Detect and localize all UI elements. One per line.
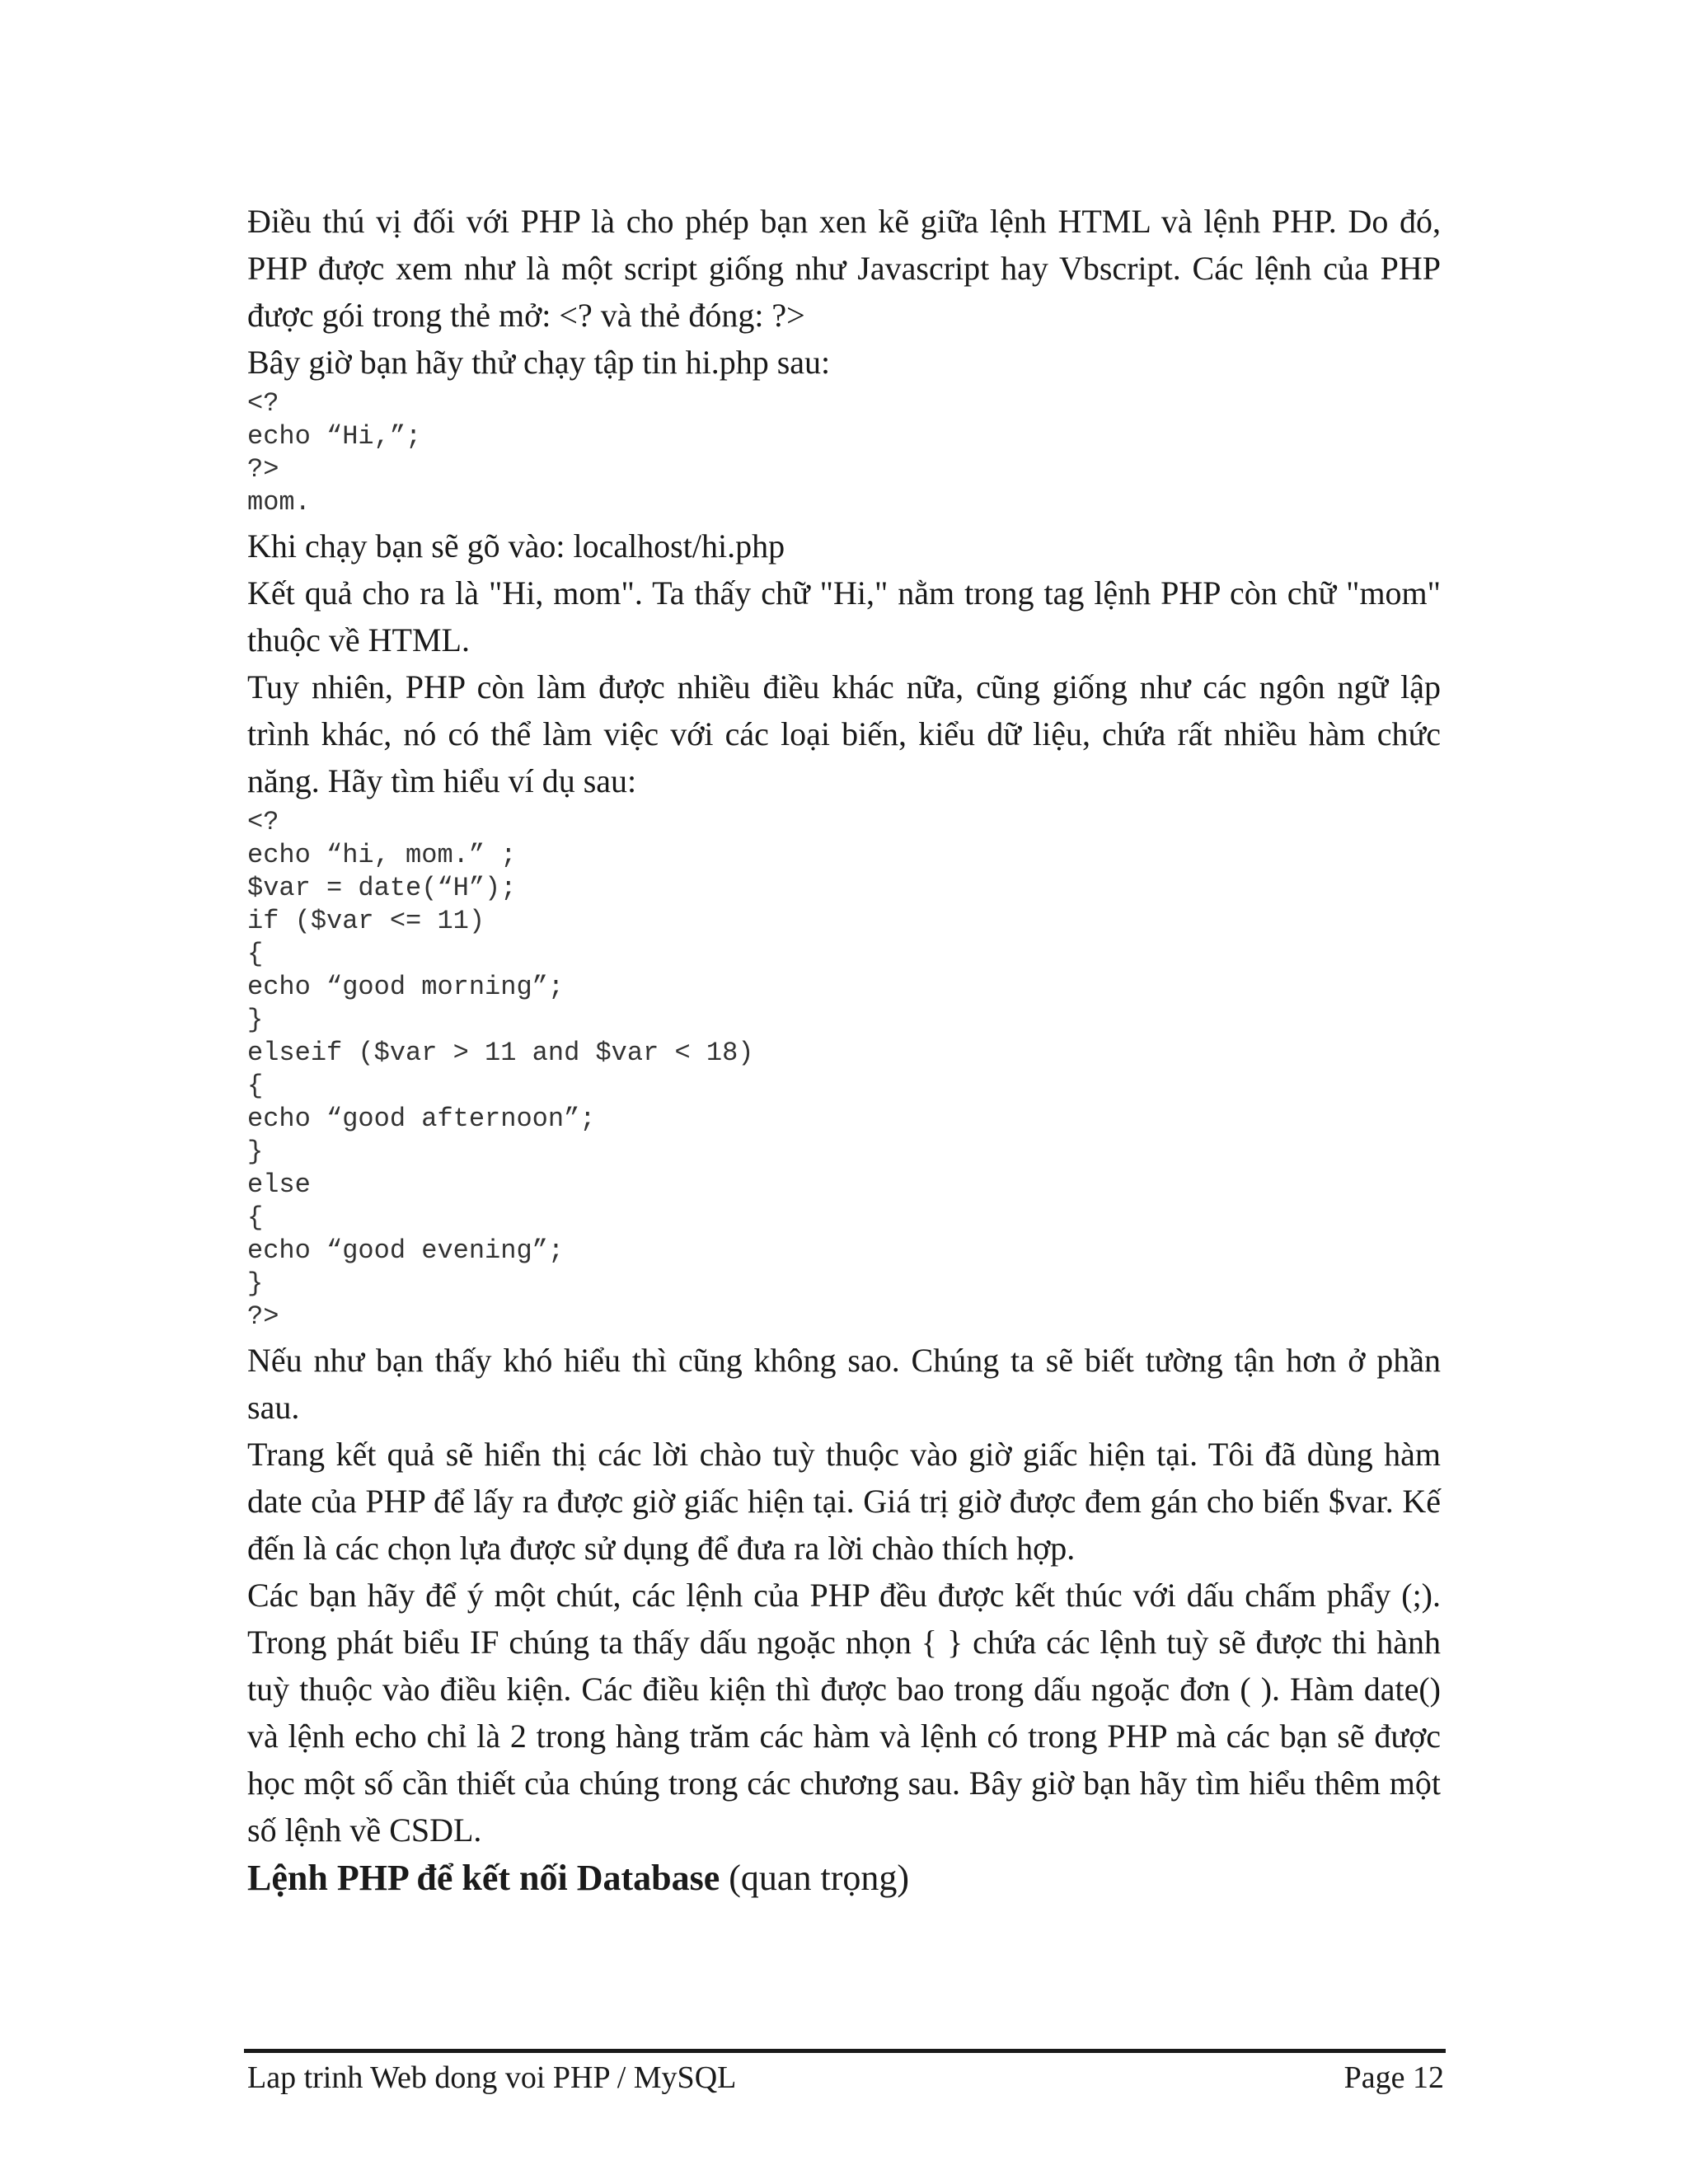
- code-line: else: [247, 1169, 311, 1200]
- code-line: echo “good morning”;: [247, 972, 565, 1002]
- code-line: $var = date(“H”);: [247, 873, 517, 903]
- code-line: echo “good afternoon”;: [247, 1104, 596, 1134]
- code-line: {: [247, 1071, 264, 1101]
- paragraph-explain-date: Trang kết quả sẽ hiển thị các lời chào tuỳ thuộc vào giờ giấc hiện tại. Tôi đã dùng hàm date của PHP để lấy ra được giờ giấc hiện tại. Giá trị giờ được đem gán cho biến $var. Kế đến là các chọn lựa được sử dụng để đưa ra lời chào thích hợp.: [247, 1436, 1441, 1567]
- section-heading-bold: Lệnh PHP để kết nối Database: [247, 1858, 720, 1898]
- section-heading: [247, 1854, 1441, 1903]
- code-block-greeting: [247, 806, 1441, 1333]
- code-line: <?: [247, 807, 279, 837]
- code-block-hi: [247, 387, 1441, 519]
- code-line: echo “Hi,”;: [247, 421, 422, 452]
- section-heading-note: (quan trọng): [720, 1858, 909, 1898]
- code-line: {: [247, 939, 264, 969]
- footer-divider: [244, 2049, 1446, 2053]
- page-number: Page 12: [1343, 2060, 1444, 2095]
- paragraph-more: Tuy nhiên, PHP còn làm được nhiều điều khác nữa, cũng giống như các ngôn ngữ lập trình khác, nó có thể làm việc với các loại biến, kiểu dữ liệu, chứa rất nhiều hàm chức năng. Hãy tìm hiểu ví dụ sau:: [247, 668, 1441, 799]
- code-line: echo “good evening”;: [247, 1235, 565, 1266]
- paragraph-result: Kết quả cho ra là "Hi, mom". Ta thấy chữ "Hi," nằm trong tag lệnh PHP còn chữ "mom" thuộc về HTML.: [247, 574, 1441, 658]
- code-line: ?>: [247, 454, 279, 485]
- paragraph-intro: Điều thú vị đối với PHP là cho phép bạn xen kẽ giữa lệnh HTML và lệnh PHP. Do đó, PHP được xem như là một script giống như Javascript hay Vbscript. Các lệnh của PHP được gói trong thẻ mở: <? và thẻ đóng: ?>: [247, 203, 1441, 334]
- paragraph-semicolon: Các bạn hãy để ý một chút, các lệnh của PHP đều được kết thúc với dấu chấm phẩy (;). Trong phát biểu IF chúng ta thấy dấu ngoặc nhọn { } chứa các lệnh tuỳ sẽ được thi hành tuỳ thuộc vào điều kiện. Các điều kiện thì được bao trong dấu ngoặc đơn ( ). Hàm date() và lệnh echo chỉ là 2 trong hàng trăm các hàm và lệnh có trong PHP mà các bạn sẽ được học một số cần thiết của chúng trong các chương sau. Bây giờ bạn hãy tìm hiểu thêm một số lệnh về CSDL.: [247, 1577, 1441, 1849]
- page-footer: [247, 2057, 1444, 2098]
- paragraph-try-hi: Bây giờ bạn hãy thử chạy tập tin hi.php sau:: [247, 344, 831, 381]
- paragraph-dont-worry: Nếu như bạn thấy khó hiểu thì cũng không sao. Chúng ta sẽ biết tường tận hơn ở phần sau.: [247, 1342, 1441, 1426]
- code-line: echo “hi, mom.” ;: [247, 840, 517, 870]
- page-body: [247, 198, 1441, 1903]
- code-line: }: [247, 1137, 264, 1167]
- paragraph-run: Khi chạy bạn sẽ gõ vào: localhost/hi.php: [247, 527, 785, 565]
- code-line: <?: [247, 388, 279, 419]
- code-line: {: [247, 1202, 264, 1233]
- code-line: elseif ($var > 11 and $var < 18): [247, 1038, 754, 1068]
- code-line: }: [247, 1005, 264, 1035]
- code-line: if ($var <= 11): [247, 906, 485, 936]
- code-line: mom.: [247, 487, 311, 518]
- code-line: ?>: [247, 1301, 279, 1332]
- code-line: }: [247, 1268, 264, 1299]
- footer-title: Lap trinh Web dong voi PHP / MySQL: [247, 2060, 737, 2095]
